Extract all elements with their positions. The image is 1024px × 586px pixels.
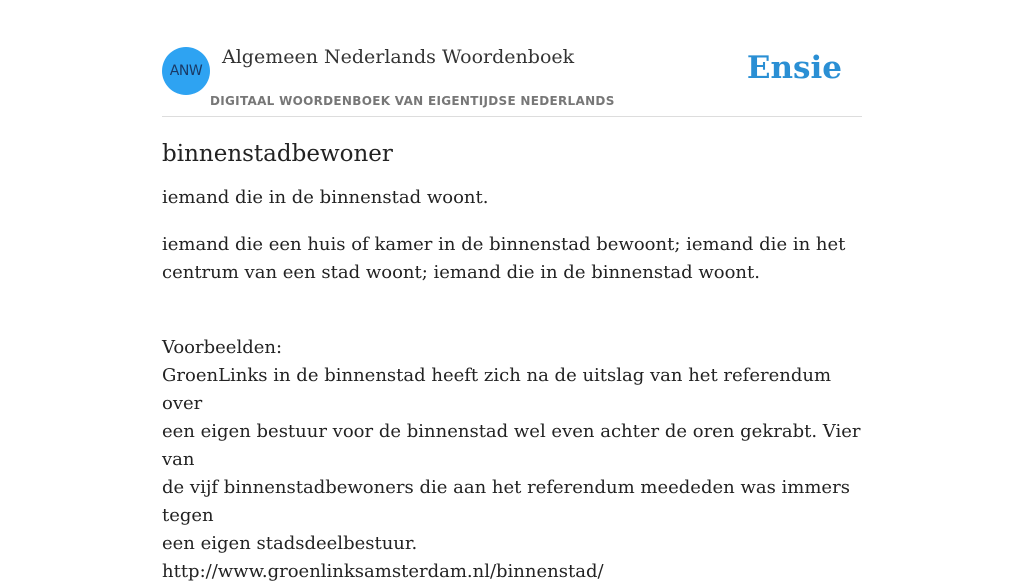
spacer xyxy=(162,306,862,334)
short-definition: iemand die in de binnenstad woont. xyxy=(162,187,489,208)
site-header xyxy=(162,44,862,117)
dictionary-title[interactable]: Algemeen Nederlands Woordenboek xyxy=(222,46,575,68)
dictionary-subtitle: DIGITAAL WOORDENBOEK VAN EIGENTIJDSE NEDERLANDS xyxy=(210,94,615,108)
entry-content xyxy=(162,138,862,586)
example-line: een eigen bestuur voor de binnenstad wel even achter de oren gekrabt. Vier van xyxy=(162,421,861,470)
example-line: de vijf binnenstadbewoners die aan het referendum meededen was immers tegen xyxy=(162,477,850,526)
examples-label: Voorbeelden: xyxy=(162,337,283,358)
example-source-url: http://www.groenlinksamsterdam.nl/binnenstad/ xyxy=(162,561,604,582)
headword: binnenstadbewoner xyxy=(162,141,393,167)
anw-logo[interactable]: ANW xyxy=(162,47,210,95)
examples-section xyxy=(162,306,862,586)
example-line: een eigen stadsdeelbestuur. xyxy=(162,533,418,554)
ensie-brand-logo[interactable]: Ensie xyxy=(746,50,842,86)
example-line: GroenLinks in de binnenstad heeft zich na de uitslag van het referendum over xyxy=(162,365,832,414)
full-definition: iemand die een huis of kamer in de binnenstad bewoont; iemand die in het centrum van een stad woont; iemand die in de binnenstad woont. xyxy=(162,234,846,283)
